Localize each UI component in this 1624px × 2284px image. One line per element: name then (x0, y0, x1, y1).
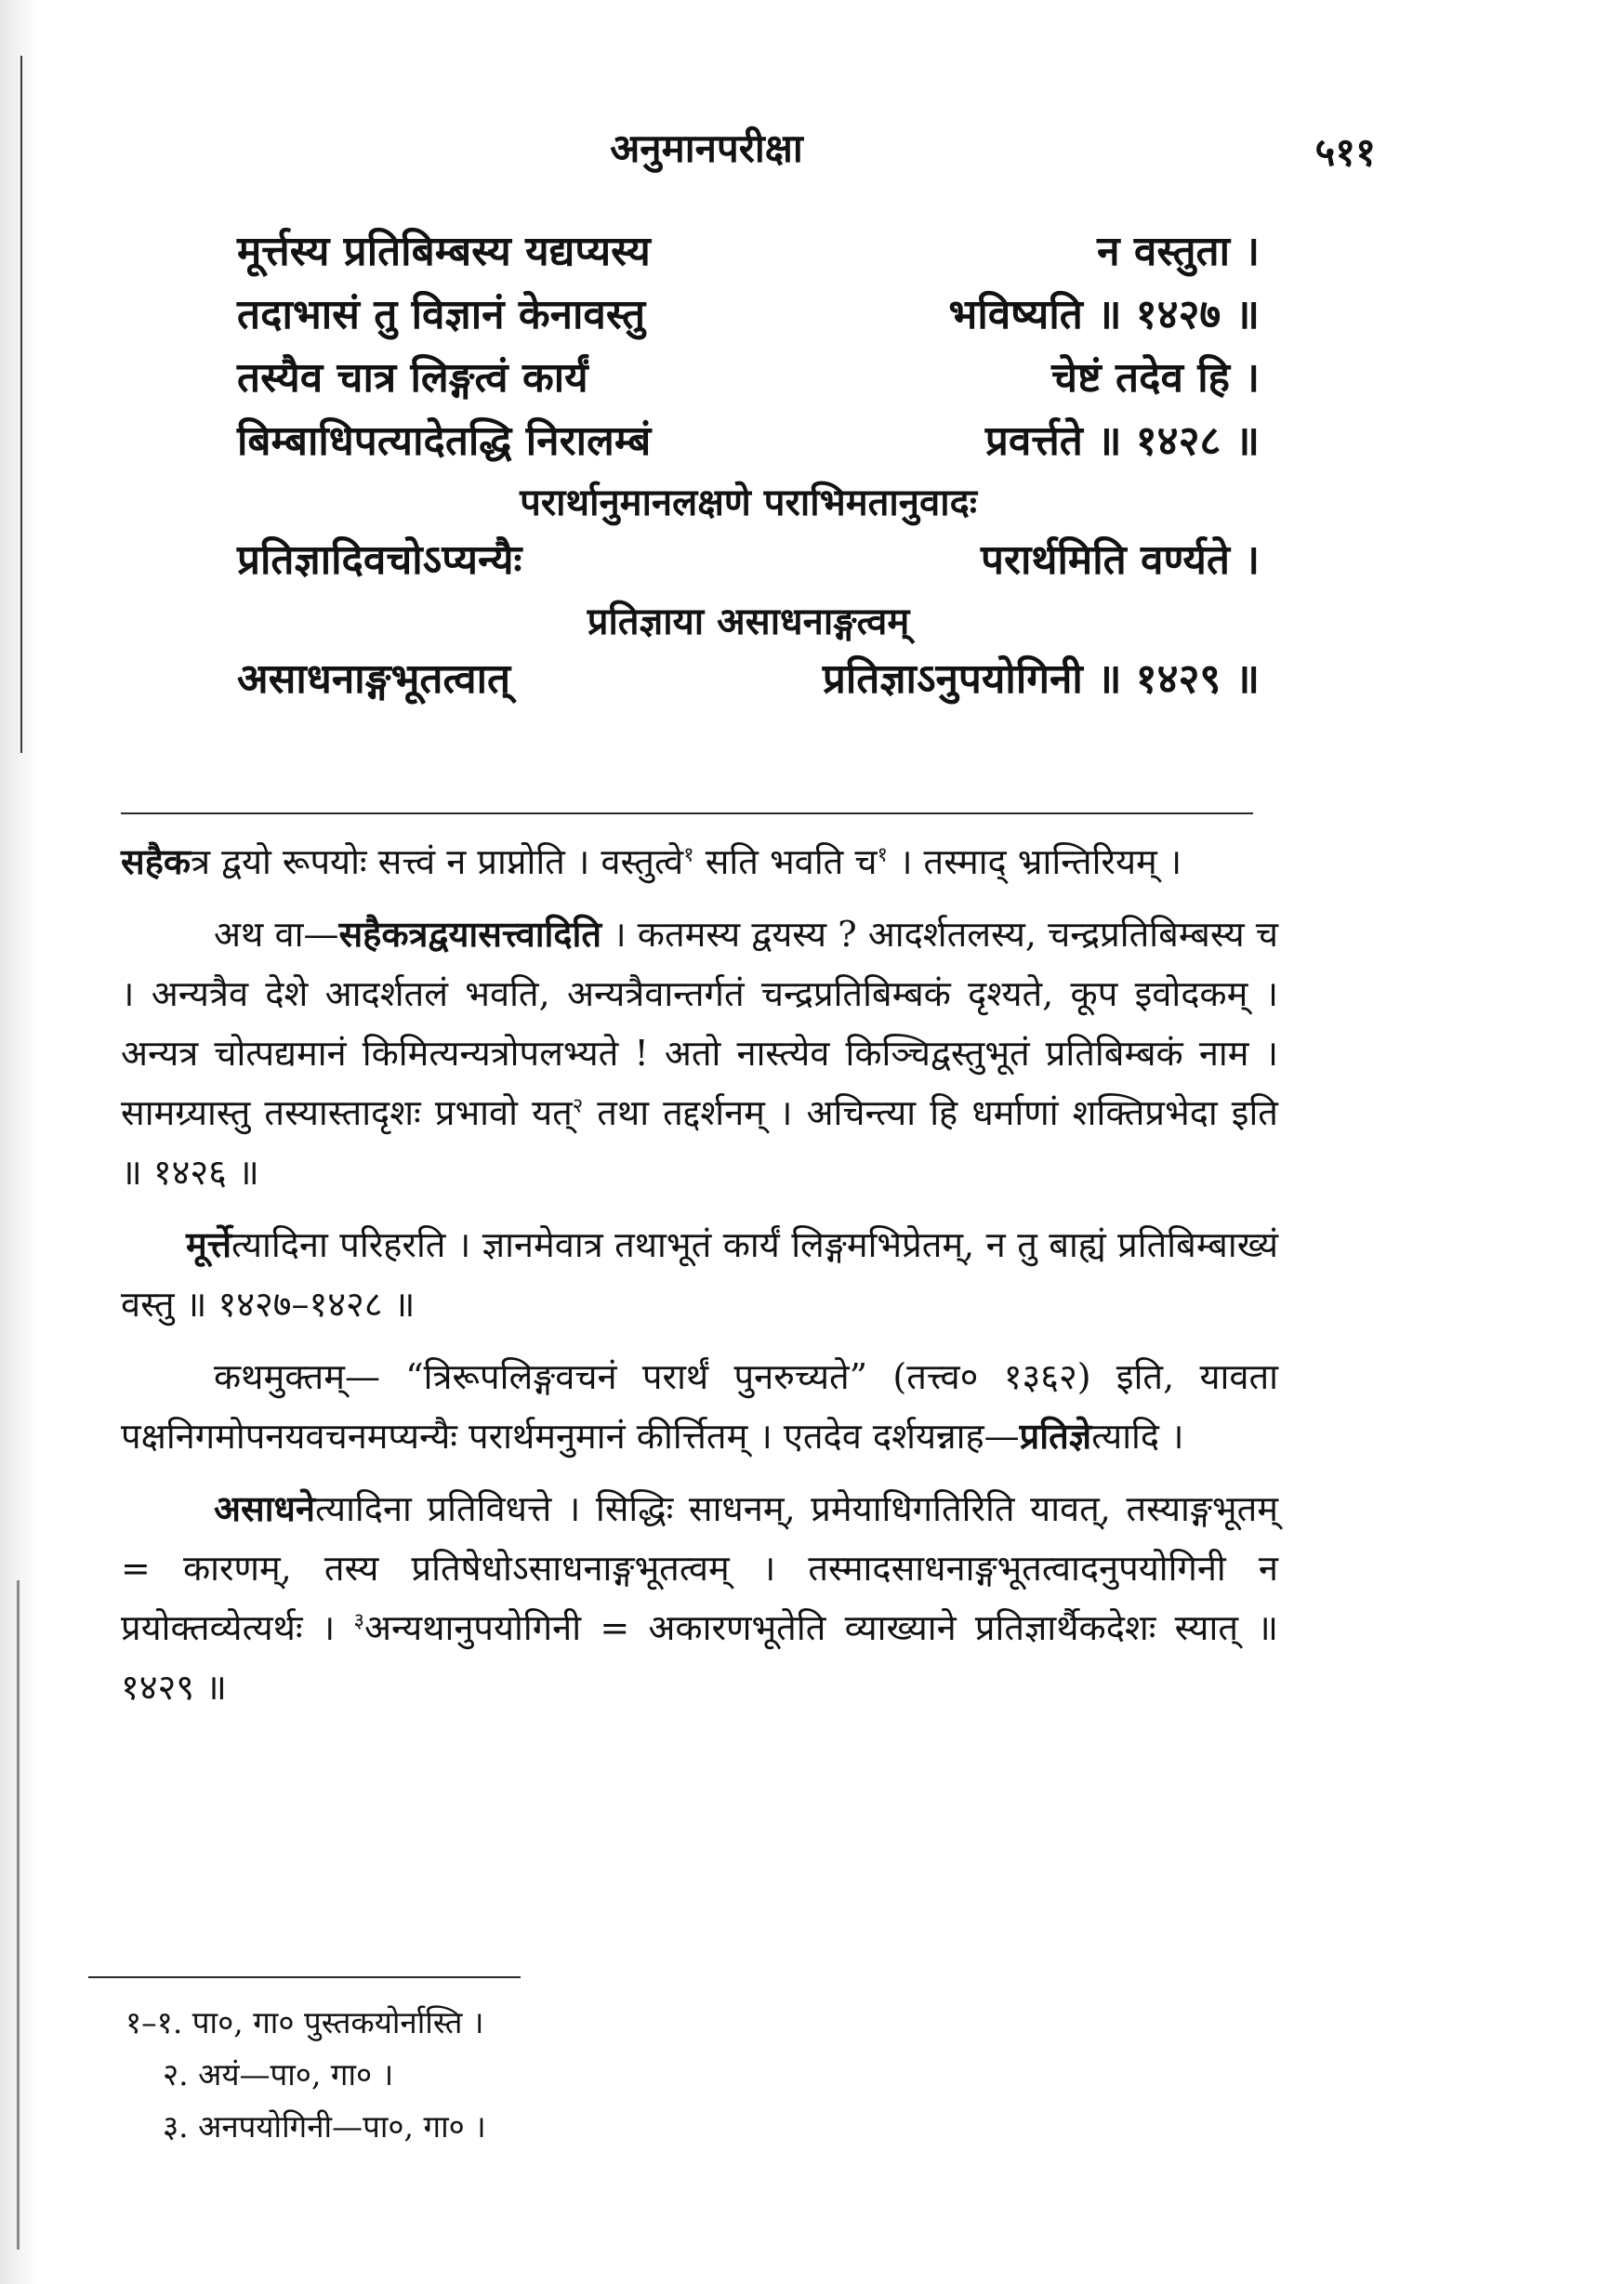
lemma: सहैक (121, 840, 191, 882)
footnote: ३. अनपयोगिनी—पा०, गा० । (163, 2108, 486, 2145)
verse-second-half: न वस्तुता । (1097, 228, 1260, 275)
lemma: असाधने (214, 1487, 316, 1529)
commentary-text: कथमुक्तम्— “त्रिरूपलिङ्गवचनं परार्थं पुनरुच्यते” (तत्त्व० १३६२) इति, यावता पक्षनिगमोपनयवचनमप्यन्यैः परार्थमनुमानं कीर्त्तितम् । एतदेव दर्शयन्नाह— (121, 1356, 1278, 1457)
commentary-text: त्यादिना प्रतिविधत्ते । सिद्धिः साधनम्, प्रमेयाधिगतिरिति यावत्, तस्याङ्गभूतम् = कारणम्, तस्य प्रतिषेधोऽसाधनाङ्गभूतत्वम् । तस्मादसाधनाङ्गभूतत्वादनुपयोगिनी न प्रयोक्तव्येत्यर्थः । (121, 1488, 1278, 1648)
verse-first-half: बिम्बाधिपत्यादेतद्धि निरालम्बं (237, 417, 652, 465)
commentary-text: तथा तद्दर्शनम् । अचिन्त्या हि धर्माणां शक्तिप्रभेदा इति ॥ १४२६ ॥ (121, 1092, 1278, 1193)
commentary-paragraph (121, 904, 1278, 1202)
verse-block (237, 223, 1260, 714)
commentary-paragraph (121, 1215, 1278, 1334)
binding-line (20, 56, 22, 753)
page-number: ५११ (1314, 129, 1376, 175)
footnote-rule (88, 1976, 521, 1978)
verse-line (237, 532, 1260, 595)
verse-second-half: चेष्टं तदेव हि । (1051, 354, 1260, 402)
verse-first-half: तस्यैव चात्र लिङ्गत्वं कार्यं (237, 354, 588, 402)
commentary-text: । तस्माद् भ्रान्तिरियम् । (887, 841, 1182, 882)
divider-rule (121, 812, 1253, 814)
lemma: सहैकत्रद्वयासत्त्वादिति (338, 913, 602, 955)
footnote: २. अयं—पा०, गा० । (163, 2056, 394, 2093)
verse-line (237, 350, 1260, 413)
commentary-text: सति भवति च (693, 841, 878, 882)
verse-second-half: प्रतिज्ञाऽनुपयोगिनी ॥ १४२९ ॥ (822, 655, 1260, 703)
verse-second-half: भविष्यति ॥ १४२७ ॥ (948, 291, 1260, 338)
commentary-paragraph (121, 832, 1278, 891)
commentary-text: अथ वा— (214, 914, 339, 955)
verse-line (237, 286, 1260, 350)
verse-first-half: तदाभासं तु विज्ञानं केनावस्तु (237, 291, 646, 338)
verse-first-half: असाधनाङ्गभूतत्वात् (237, 655, 511, 703)
verse-second-half: प्रवर्त्तते ॥ १४२८ ॥ (984, 417, 1260, 465)
commentary-text: त्यादिना परिहरति । ज्ञानमेवात्र तथाभूतं कार्यं लिङ्गमभिप्रेतम्, न तु बाह्यं प्रतिबिम्बाख्यं वस्तु ॥ १४२७–१४२८ ॥ (121, 1224, 1278, 1325)
footnote-ref: २ (572, 1094, 584, 1118)
verse-first-half: प्रतिज्ञादिवचोऽप्यन्यैः (237, 536, 522, 584)
commentary-text: अन्यथानुपयोगिनी = अकारणभूतेति व्याख्याने प्रतिज्ञार्थैकदेशः स्यात् ॥ १४२९ ॥ (121, 1607, 1278, 1708)
page-header (121, 121, 1376, 177)
verse-line (237, 651, 1260, 714)
commentary-paragraph (121, 1347, 1278, 1466)
footnotes (125, 1997, 962, 2153)
footnote: १–१. पा०, गा० पुस्तकयोर्नास्ति । (125, 2004, 484, 2040)
binding-line-lower (17, 1580, 20, 2250)
footnote-ref: १ (877, 843, 888, 867)
verse-first-half: मूर्त्तस्य प्रतिबिम्बस्य यद्यप्यस्य (237, 228, 651, 275)
commentary-text: त्यादि । (1091, 1416, 1184, 1457)
commentary-text: । कतमस्य द्वयस्य ? आदर्शतलस्य, चन्द्रप्रतिबिम्बस्य च । अन्यत्रैव देशे आदर्शतलं भवति, अन्यत्रैवान्तर्गतं चन्द्रप्रतिबिम्बकं दृश्यते, कूप इवोदकम् । अन्यत्र चोत्पद्यमानं किमित्यन्यत्रोपलभ्यते ! अतो नास्त्येव किञ्चिद्वस्तुभूतं प्रतिबिम्बकं नाम । सामग्र्यास्तु तस्यास्तादृशः प्रभावो यत् (121, 914, 1278, 1133)
commentary-paragraph (121, 1479, 1278, 1717)
commentary (121, 832, 1278, 1730)
verse-line (237, 223, 1260, 286)
running-head: अनुमानपरीक्षा (610, 125, 803, 171)
lemma: मूर्त्ते (186, 1223, 231, 1265)
verse-second-half: परार्थमिति वर्ण्यते । (981, 536, 1260, 584)
section-subheading: परार्थानुमानलक्षणे पराभिमतानुवादः (520, 481, 977, 524)
verse-line (237, 413, 1260, 476)
commentary-text: त्र द्वयो रूपयोः सत्त्वं न प्राप्नोति । वस्तुत्वे (191, 841, 684, 882)
footnote-ref: ३ (353, 1609, 364, 1633)
footnote-ref: १ (683, 843, 694, 867)
lemma: प्रतिज्ञे (1019, 1415, 1092, 1457)
section-subheading: प्रतिज्ञाया असाधनाङ्गत्वम् (587, 600, 910, 643)
